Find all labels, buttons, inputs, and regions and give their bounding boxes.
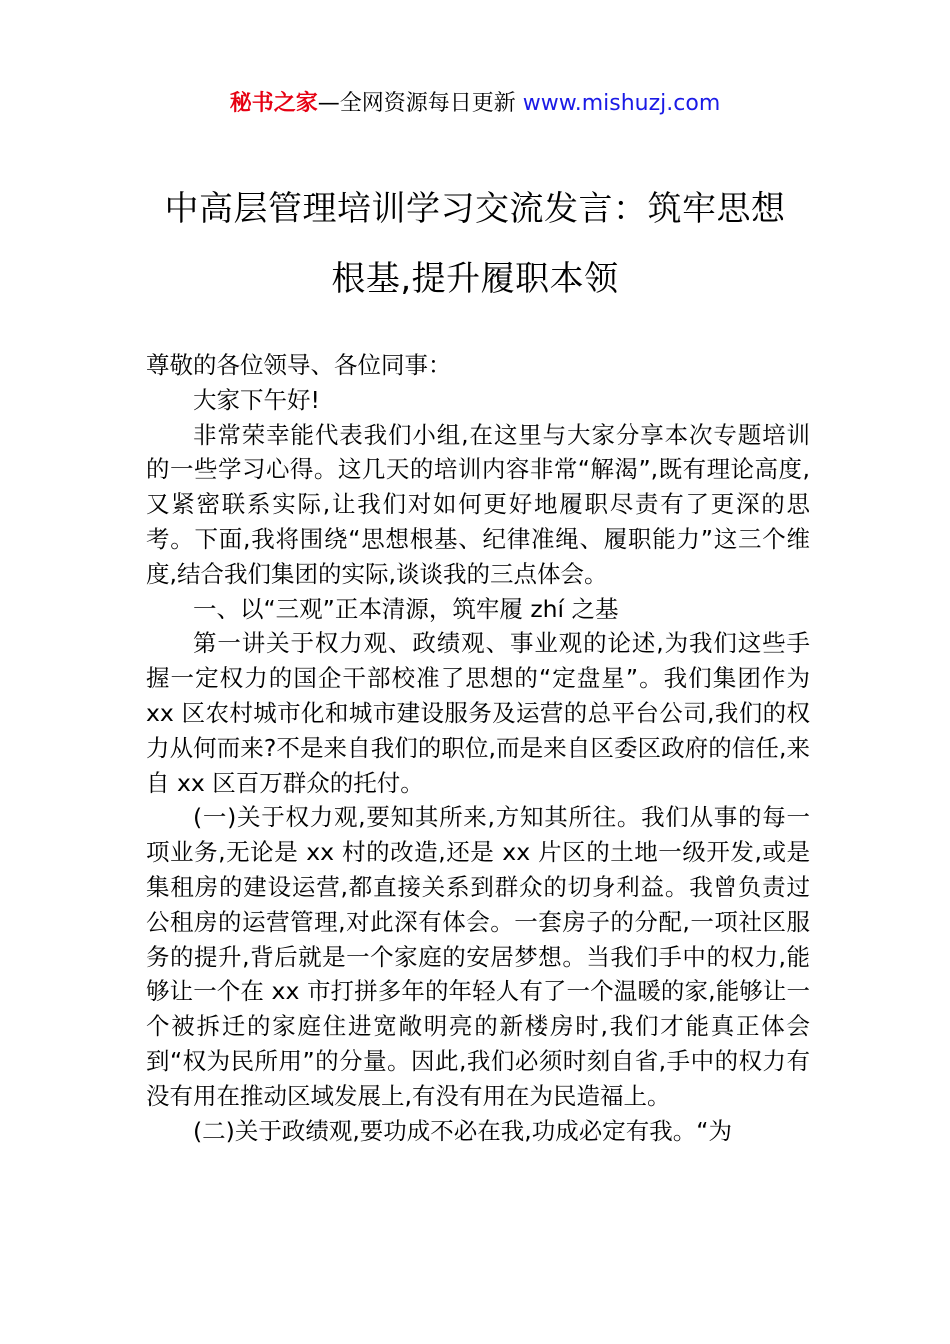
section-1-paragraph: 第一讲关于权力观、政绩观、事业观的论述,为我们这些手握一定权力的国企干部校准了思想的“定盘星”。我们集团作为 xx 区农村城市化和城市建设服务及运营的总平台公司,我们的权力从何而来?不是来自我们的职位,而是来自区委区政府的信任,来自 xx 区百万群众的托付。 bbox=[146, 629, 810, 797]
document-title-line-1: 中高层管理培训学习交流发言：筑牢思想 bbox=[164, 189, 786, 229]
point-2-paragraph: (二)关于政绩观,要功成不必在我,功成必定有我。“为 bbox=[193, 1116, 732, 1145]
site-url-link[interactable]: www.mishuzj.com bbox=[522, 91, 721, 116]
greeting: 大家下午好! bbox=[193, 385, 320, 414]
site-header bbox=[0, 88, 950, 120]
brand-name: 秘书之家 bbox=[229, 91, 318, 116]
document-body bbox=[146, 348, 810, 1148]
header-tagline: —全网资源每日更新 bbox=[317, 91, 523, 116]
section-1-heading: 一、以“三观”正本清源，筑牢履 zhí 之基 bbox=[193, 594, 619, 623]
point-1-paragraph: (一)关于权力观,要知其所来,方知其所往。我们从事的每一项业务,无论是 xx 村的改造,还是 xx 片区的土地一级开发,或是集租房的建设运营,都直接关系到群众的切身利益。我曾负责过公租房的运营管理,对此深有体会。一套房子的分配,一项社区服务的提升,背后就是一个家庭的安居梦想。当我们手中的权力,能够让一个在 xx 市打拼多年的年轻人有了一个温暖的家,能够让一个被拆迁的家庭住进宽敞明亮的新楼房时,我们才能真正体会到“权为民所用”的分量。因此,我们必须时刻自省,手中的权力有没有用在推动区域发展上,有没有用在为民造福上。 bbox=[146, 803, 810, 1110]
document-title-line-2: 根基,提升履职本领 bbox=[331, 259, 619, 299]
intro-paragraph: 非常荣幸能代表我们小组,在这里与大家分享本次专题培训的一些学习心得。这几天的培训内容非常“解渴”,既有理论高度,又紧密联系实际,让我们对如何更好地履职尽责有了更深的思考。下面,我将围绕“思想根基、纪律准绳、履职能力”这三个维度,结合我们集团的实际,谈谈我的三点体会。 bbox=[146, 420, 810, 588]
salutation: 尊敬的各位领导、各位同事： bbox=[146, 351, 452, 379]
